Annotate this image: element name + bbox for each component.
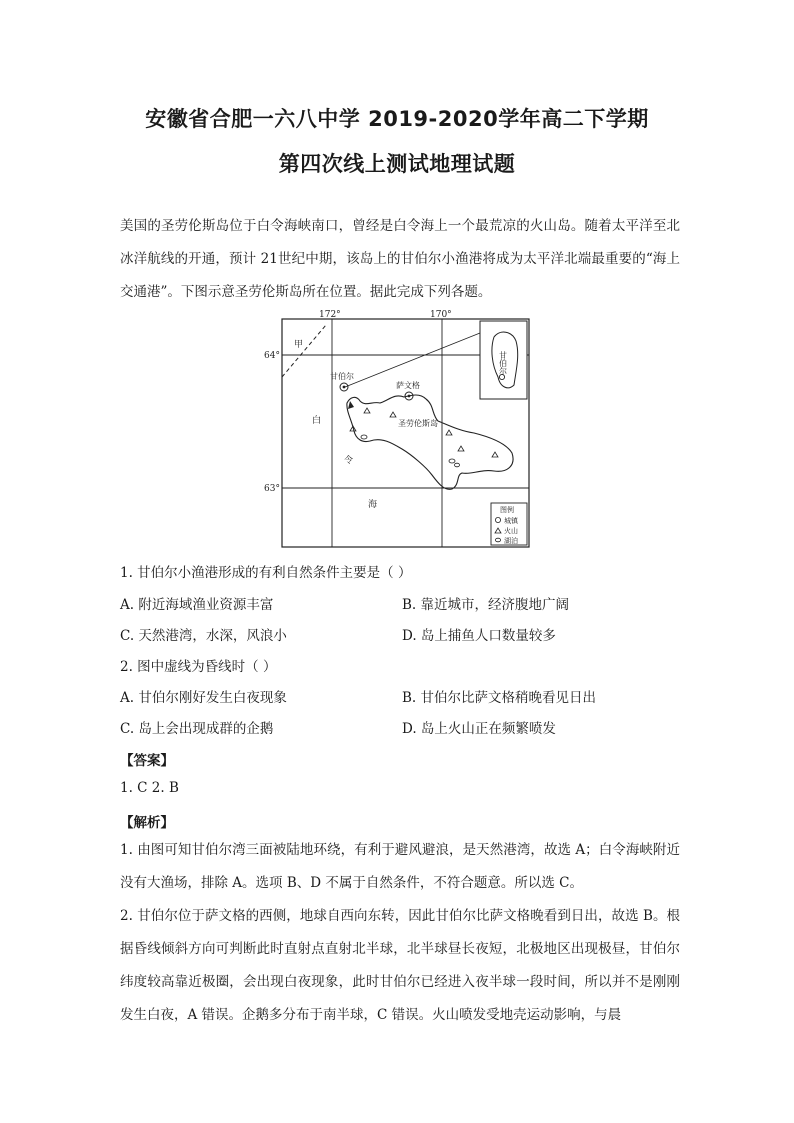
- bai-label: 白: [312, 416, 322, 426]
- volcano-icon: [492, 452, 498, 457]
- q1-stem: 1. 甘伯尔小渔港形成的有利自然条件主要是（ ）: [120, 565, 412, 581]
- inset-pointer: [345, 333, 480, 387]
- volcano-icon: [390, 412, 396, 417]
- lake-icon: [449, 459, 455, 463]
- q2-option-a: A. 甘伯尔刚好发生白夜现象: [120, 690, 287, 706]
- jia-label: 甲: [294, 340, 304, 350]
- island-outline: [347, 395, 513, 489]
- analysis-heading: 【解析】: [120, 815, 174, 831]
- volcano-icon: [446, 430, 452, 435]
- legend-lake-label: 湖泊: [504, 537, 518, 545]
- q2-option-b: B. 甘伯尔比萨文格稍晚看见日出: [402, 690, 597, 706]
- answer-heading: 【答案】: [120, 753, 174, 769]
- q2-stem: 2. 图中虚线为昏线时（ ）: [120, 659, 277, 675]
- intro-paragraph: 美国的圣劳伦斯岛位于白令海峡南口，曾经是白令海上一个最荒凉的火山岛。随着太平洋至北冰洋航线的开通，预计 21世纪中期，该岛上的甘伯尔小渔港将成为太平洋北端最重要的“海上交通港”。下图示意圣劳伦斯岛所在位置。据此完成下列各题。: [120, 218, 680, 300]
- legend-title: 图例: [500, 506, 514, 514]
- title-line-1: 安徽省合肥一六八中学 2019-2020学年高二下学期: [145, 107, 649, 131]
- analysis-section: [120, 834, 680, 1032]
- q1-option-a: A. 附近海域渔业资源丰富: [120, 597, 274, 613]
- answers: 1. C 2. B: [120, 780, 179, 796]
- gambell-label: 甘伯尔: [330, 372, 354, 381]
- lon-170-label: 170°: [430, 310, 452, 320]
- lake-icon: [361, 435, 367, 439]
- title-line-2: 第四次线上测试地理试题: [278, 152, 516, 176]
- q1-option-c: C. 天然港湾，水深，风浪小: [120, 628, 287, 644]
- q1-option-b: B. 靠近城市，经济腹地广阔: [402, 597, 570, 613]
- inset-label: 甘伯尔: [498, 351, 508, 375]
- volcano-icon: [364, 408, 370, 413]
- ling-label: 令: [344, 456, 354, 466]
- hai-label: 海: [368, 500, 378, 510]
- q2-option-c: C. 岛上会出现成群的企鹅: [120, 721, 274, 737]
- dusk-line: [282, 325, 326, 377]
- lon-172-label: 172°: [319, 310, 341, 320]
- analysis-1: 1. 由图可知甘伯尔湾三面被陆地环绕，有利于避风避浪，是天然港湾，故选 A；白令海峡附近没有大渔场，排除 A。选项 B、D 不属于自然条件，不符合题意。所以选 C。: [120, 842, 680, 891]
- gambell-bay: [348, 401, 354, 409]
- q1-option-d: D. 岛上捕鱼人口数量较多: [402, 628, 556, 644]
- island-map: [262, 305, 532, 549]
- analysis-2: 2. 甘伯尔位于萨文格的西侧，地球自西向东转，因此甘伯尔比萨文格晚看到日出，故选 B。根据昏线倾斜方向可判断此时直射点直射北半球，北半球昼长夜短，北极地区出现极昼，甘伯尔纬度较高靠近极圈，会出现白夜现象，此时甘伯尔已经进入夜半球一段时间，所以并不是刚刚发生白夜，A 错误。企鹅多分布于南半球，C 错误。火山喷发受地壳运动影响，与晨: [120, 908, 680, 1023]
- lat-64-label: 64°: [264, 351, 280, 361]
- island-name-label: 圣劳伦斯岛: [398, 419, 438, 428]
- legend-volcano-label: 火山: [504, 527, 518, 535]
- legend-city-label: 城镇: [504, 517, 518, 525]
- lake-icon: [455, 463, 460, 467]
- volcano-icon: [458, 446, 464, 451]
- lat-63-label: 63°: [264, 484, 280, 494]
- savoonga-label: 萨文格: [396, 381, 420, 390]
- q2-option-d: D. 岛上火山正在频繁喷发: [402, 721, 556, 737]
